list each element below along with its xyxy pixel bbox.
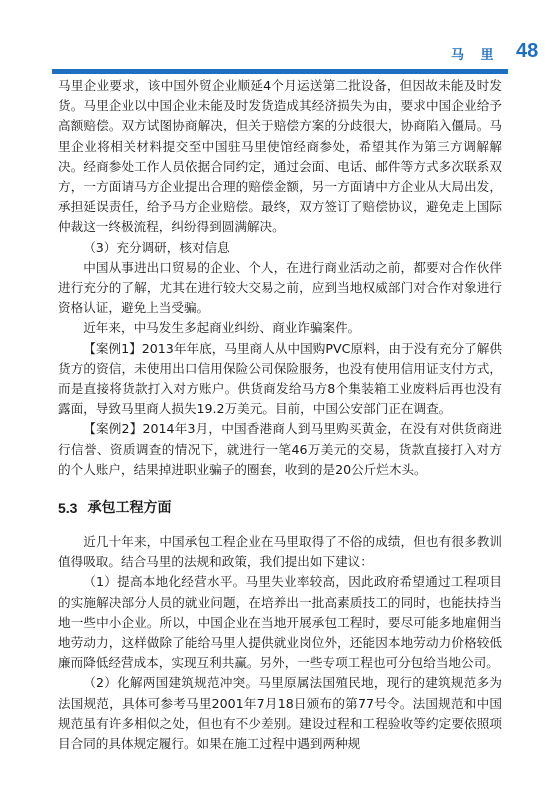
section-number: 5.3: [58, 500, 78, 517]
paragraph: 近几十年来，中国承包工程企业在马里取得了不俗的成绩，但也有很多教训值得吸取。结合马里的法规和政策，我们提出如下建议：: [58, 534, 502, 570]
paragraph: （1）提高本地化经营水平。马里失业率较高，因此政府希望通过工程项目的实施解决部分人员的就业问题，在培养出一批高素质技工的同时，也能扶持当地一些中小企业。所以，中国企业在当地开展承包工程时，要尽可能多地雇佣当地劳动力，这样做除了能给马里人提供就业岗位外，还能因本地劳动力价格较低廉而降低经营成本，实现互利共赢。另外，一些专项工程也可分包给当地公司。: [58, 574, 502, 671]
paragraph: 【案例1】2013年年底，马里商人从中国购PVC原料，由于没有充分了解供货方的资信，未使用出口信用保险公司保险服务，也没有使用信用证支付方式，而是直接将货款打入对方账户。供货商发给马方8个集装箱工业废料后再也没有露面，导致马里商人损失19.2万美元。目前，中国公安部门正在调查。: [58, 340, 502, 417]
section-title: 承包工程方面: [87, 500, 172, 517]
page-number: 48: [516, 40, 539, 62]
paragraph: 中国从事进出口贸易的企业、个人，在进行商业活动之前，都要对合作伙伴进行充分的了解，尤其在进行较大交易之前，应到当地权威部门对合作对象进行资格认证，避免上当受骗。: [58, 259, 502, 316]
paragraph: 【案例2】2014年3月，中国香港商人到马里购买黄金，在没有对供货商进行信誉、资质调查的情况下，就进行一笔46万美元的交易，货款直接打入对方的个人账户，结果掉进职业骗子的圈套，收到的是20公斤烂木头。: [58, 421, 502, 477]
section-heading: [58, 498, 502, 518]
header-rule: [52, 69, 508, 74]
bottom-paragraphs: [58, 532, 502, 754]
paragraph: 近年来，中马发生多起商业纠纷、商业诈骗案件。: [83, 320, 361, 336]
page-body: [58, 76, 502, 754]
paragraph: 马里企业要求，该中国外贸企业顺延4个月运送第二批设备，但因故未能及时发货。马里企业以中国企业未能及时发货造成其经济损失为由，要求中国企业给予高额赔偿。双方试图协商解决，但关于赔偿方案的分歧很大，协商陷入僵局。马里企业将相关材料提交至中国驻马里使馆经商参处，希望其作为第三方调解解决。经商参处工作人员依据合同约定，通过会面、电话、邮件等方式多次联系双方，一方面请马方企业提出合理的赔偿金额，另一方面请中方企业从大局出发，承担延误责任，给予马方企业赔偿。最终，双方签订了赔偿协议，避免走上国际仲裁这一终极流程，纠纷得到圆满解决。: [58, 78, 502, 235]
top-paragraphs: [58, 76, 502, 480]
header-title: 马 里: [451, 48, 500, 63]
paragraph: （2）化解两国建筑规范冲突。马里原属法国殖民地，现行的建筑规范多为法国规范，具体可参考马里2001年7月18日颁布的第77号令。法国规范和中国规范虽有许多相似之处，但也有不少差别。建设过程和工程验收等约定要依照项目合同的具体规定履行。如果在施工过程中遇到两种规: [58, 675, 502, 752]
paragraph: （3）充分调研，核对信息: [83, 239, 230, 255]
